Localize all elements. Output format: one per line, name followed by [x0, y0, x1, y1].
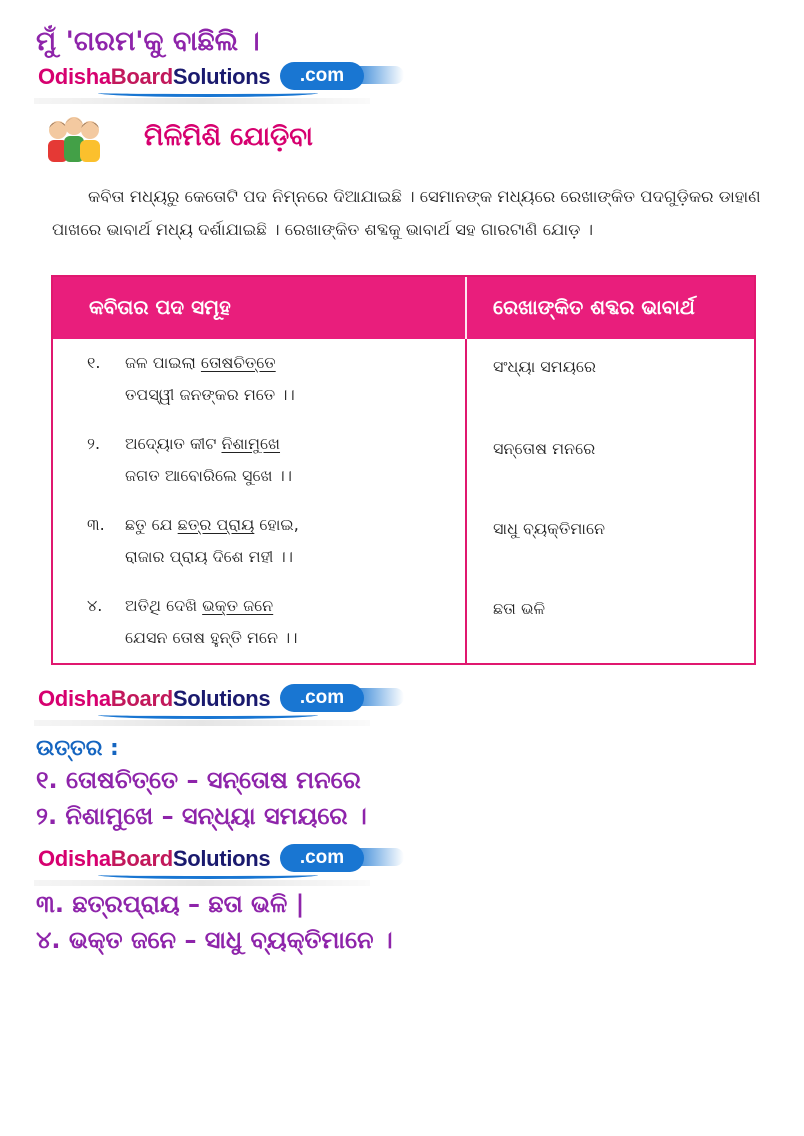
brand-board: Board [110, 686, 173, 711]
instructions-paragraph [52, 180, 764, 246]
brand-watermark [38, 60, 368, 104]
watermark-swoosh [98, 89, 318, 97]
stanza-line-1: ଛତୁ ଯେ ଛତ୍ର ପ୍ରାୟ ହୋଇ, [125, 515, 299, 534]
meaning-cell: ଛତା ଭଳି [493, 599, 546, 618]
instructions-line-1: କବିତା ମଧ୍ୟରୁ କେତୋଟି ପଦ ନିମ୍ନରେ ଦିଆଯାଇଛି । ସେମାନଙ୍କ ମଧ୍ୟରେ ରେଖାଙ୍କିତ ପଦଗୁଡ଼ିକର ଡାହାଣ [88, 187, 761, 206]
brand-com-pill: .com [280, 844, 364, 872]
underlined-word: ନିଶାମୁଖେ [221, 434, 281, 453]
stanza-line-1: ଅତିଥି ଦେଖି ଭକ୍ତ ଜନେ [125, 596, 274, 615]
brand-com-pill: .com [280, 684, 364, 712]
stanza-line-1: ଜଳ ପାଇଲା ତୋଷଚିତ୍ତେ [125, 353, 276, 372]
underlined-word: ଛତ୍ର ପ୍ରାୟ [177, 515, 255, 534]
kids-group-icon [44, 112, 104, 164]
brand-board: Board [110, 64, 173, 89]
brand-name [38, 686, 270, 712]
top-line: ମୁଁ 'ଗରମ'କୁ ବାଛିଲି । [36, 26, 260, 57]
answer-line: ୨. ନିଶାମୁଖେ – ସନ୍ଧ୍ୟା ସମୟରେ । [36, 802, 367, 830]
watermark-shadow [34, 98, 370, 104]
brand-solutions: Solutions [172, 686, 271, 711]
brand-com-pill: .com [280, 62, 364, 90]
answer-line: ୩. ଛତ୍ରପ୍ରାୟ – ଛତା ଭଳି | [36, 890, 305, 918]
table-header-meanings: ରେଖାଙ୍କିତ ଶବ୍ଦର ଭାବାର୍ଥ [493, 295, 695, 319]
stanza-number: ୧. [87, 353, 101, 372]
stanza-row [53, 586, 465, 664]
brand-odisha: Odisha [38, 64, 111, 89]
brand-watermark [38, 682, 368, 726]
meaning-cell: ସାଧୁ ବ୍ୟକ୍ତିମାନେ [493, 519, 605, 538]
underlined-word: ଭକ୍ତ ଜନେ [202, 596, 274, 615]
brand-name [38, 64, 270, 90]
brand-odisha: Odisha [38, 686, 111, 711]
stanza-number: ୩. [87, 515, 105, 534]
brand-odisha: Odisha [38, 846, 111, 871]
stanza-line-1: ଅଦ୍ୟୋତ କୀଟ ନିଶାମୁଖେ [125, 434, 281, 453]
brand-solutions: Solutions [172, 64, 271, 89]
table-header [53, 277, 754, 339]
matching-table [51, 275, 756, 665]
stanza-row [53, 424, 465, 502]
section-title: ମିଳିମିଶି ଯୋଡ଼ିବା [144, 122, 313, 152]
answer-label: ଉତ୍ତର : [36, 736, 119, 761]
stanza-row [53, 343, 465, 421]
underlined-word: ତୋଷଚିତ୍ତେ [200, 353, 276, 372]
instructions-line-2: ପାଖରେ ଭାବାର୍ଥ ମଧ୍ୟ ଦର୍ଶାଯାଇଛି । ରେଖାଙ୍କିତ ଶବ୍ଦକୁ ଭାବାର୍ଥ ସହ ଗାରଟାଣି ଯୋଡ଼ । [52, 220, 593, 239]
stanza-number: ୨. [87, 434, 101, 453]
watermark-shadow [34, 720, 370, 726]
answer-line: ୧. ତୋଷଚିତ୍ତେ – ସନ୍ତୋଷ ମନରେ [36, 766, 361, 794]
watermark-swoosh [98, 711, 318, 719]
stanza-line-2: ତପସ୍ୱୀ ଜନଙ୍କର ମତେ ।। [125, 385, 295, 404]
meaning-cell: ସନ୍ତୋଷ ମନରେ [493, 439, 596, 458]
watermark-swoosh [98, 871, 318, 879]
answer-line: ୪. ଭକ୍ତ ଜନେ – ସାଧୁ ବ୍ୟକ୍ତିମାନେ । [36, 926, 393, 954]
stanza-line-2: ଜଗତ ଆବୋରିଲେ ସୁଖେ ।। [125, 466, 292, 485]
brand-watermark [38, 842, 368, 886]
meaning-cell: ସଂଧ୍ୟା ସମୟରେ [493, 357, 597, 376]
table-header-stanzas: କବିତାର ପଦ ସମୂହ [89, 295, 231, 319]
stanza-row [53, 505, 465, 583]
brand-name [38, 846, 270, 872]
stanza-number: ୪. [87, 596, 103, 615]
brand-board: Board [110, 846, 173, 871]
stanza-line-2: ରାଜାର ପ୍ରାୟ ଦିଶେ ମହୀ ।। [125, 547, 293, 566]
header-divider [465, 277, 467, 339]
brand-solutions: Solutions [172, 846, 271, 871]
stanza-line-2: ଯେସନ ତୋଷ ହୁନ୍ତି ମନେ ।। [125, 628, 298, 647]
watermark-shadow [34, 880, 370, 886]
